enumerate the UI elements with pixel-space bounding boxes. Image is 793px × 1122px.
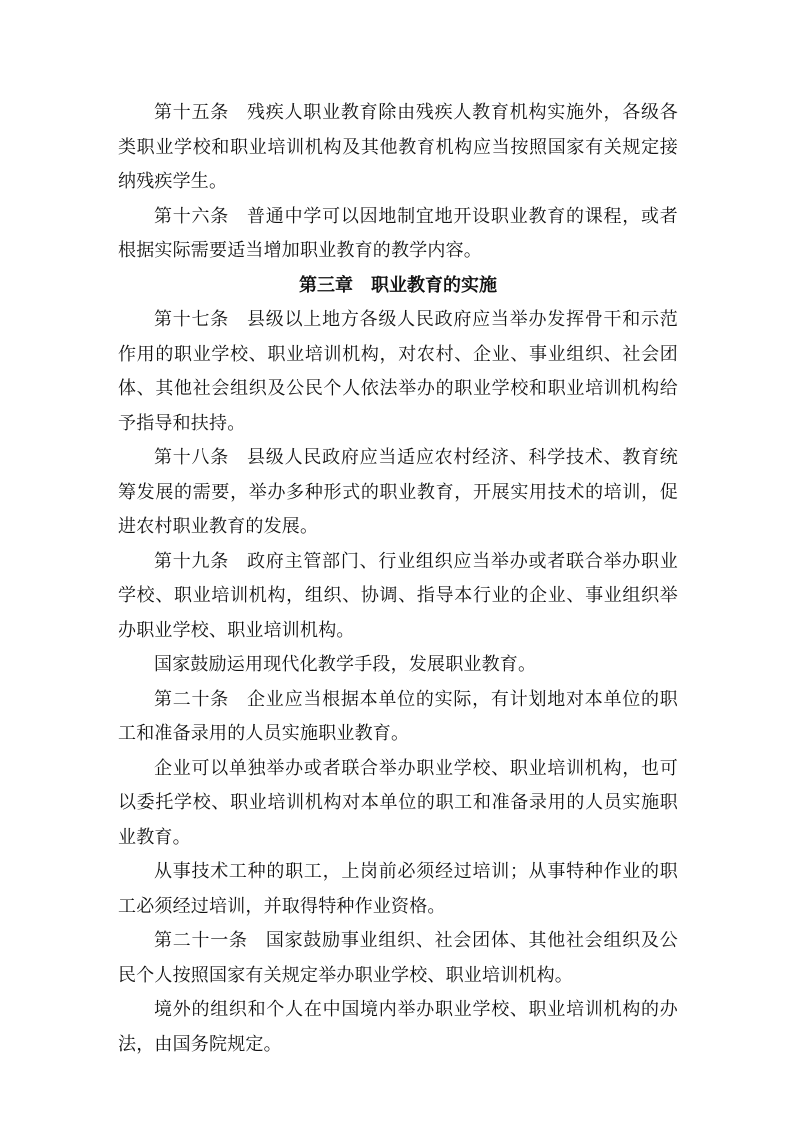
chapter-heading: 第三章 职业教育的实施 (299, 274, 497, 296)
article-number: 第十六条 (154, 205, 230, 227)
article-text: 县级以上地方各级人民政府应当举办发挥骨干和示范作用的职业学校、职业培训机构，对农村、企业、事业组织、社会团体、其他社会组织及公民个人依法举办的职业学校和职业培训机构给予指导和扶持。 (118, 309, 678, 434)
article-paragraph (118, 545, 678, 649)
article-paragraph (118, 683, 678, 752)
plain-paragraph: 从事技术工种的职工，上岗前必须经过培训；从事特种作业的职工必须经过培训，并取得特种作业资格。 (118, 861, 678, 917)
document-page (118, 96, 678, 1062)
article-text: 政府主管部门、行业组织应当举办或者联合举办职业学校、职业培训机构，组织、协调、指导本行业的企业、事业组织举办职业学校、职业培训机构。 (118, 550, 678, 641)
article-text: 企业应当根据本单位的实际，有计划地对本单位的职工和准备录用的人员实施职业教育。 (118, 688, 678, 744)
article-number: 第二十一条 (154, 930, 248, 951)
article-number: 第二十条 (154, 688, 230, 710)
plain-paragraph: 企业可以单独举办或者联合举办职业学校、职业培训机构，也可以委托学校、职业培训机构对本单位的职工和准备录用的人员实施职业教育。 (118, 757, 678, 848)
article-paragraph (118, 200, 678, 269)
article-number: 第十七条 (154, 309, 230, 330)
plain-paragraph: 国家鼓励运用现代化教学手段，发展职业教育。 (154, 654, 537, 675)
article-text: 县级人民政府应当适应农村经济、科学技术、教育统筹发展的需要，举办多种形式的职业教育，开展实用技术的培训，促进农村职业教育的发展。 (118, 447, 678, 537)
article-number: 第十五条 (154, 102, 230, 123)
article-text: 残疾人职业教育除由残疾人教育机构实施外，各级各类职业学校和职业培训机构及其他教育机构应当按照国家有关规定接纳残疾学生。 (118, 102, 678, 192)
article-text: 普通中学可以因地制宜地开设职业教育的课程，或者根据实际需要适当增加职业教育的教学内容。 (118, 205, 678, 261)
article-paragraph (118, 441, 678, 545)
article-paragraph (118, 303, 678, 441)
article-text: 国家鼓励事业组织、社会团体、其他社会组织及公民个人按照国家有关规定举办职业学校、职业培训机构。 (118, 930, 678, 986)
article-paragraph (118, 924, 678, 993)
article-number: 第十八条 (154, 447, 230, 468)
plain-paragraph: 境外的组织和个人在中国境内举办职业学校、职业培训机构的办法，由国务院规定。 (118, 999, 678, 1055)
article-paragraph (118, 96, 678, 200)
article-number: 第十九条 (154, 550, 230, 572)
